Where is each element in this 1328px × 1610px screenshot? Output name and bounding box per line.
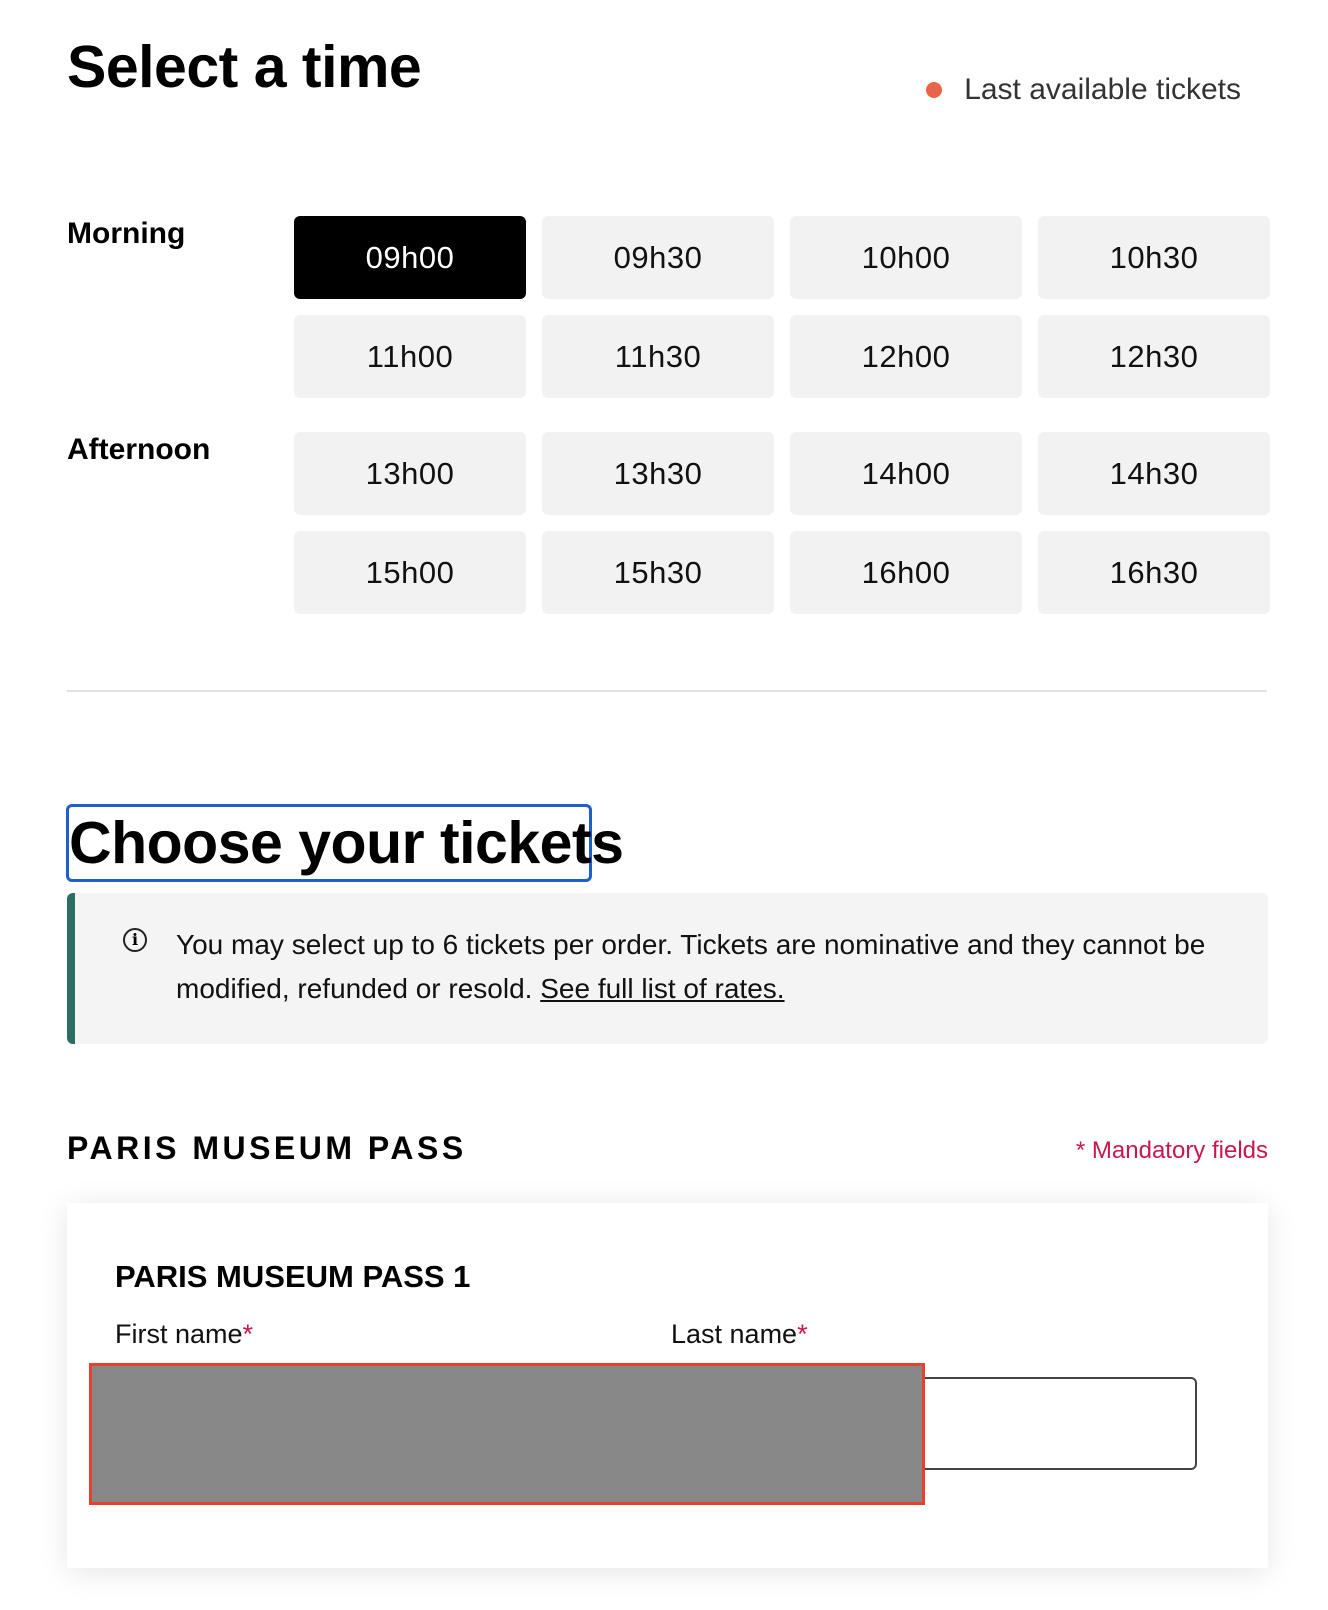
- time-slot[interactable]: 14h30: [1038, 432, 1270, 515]
- period-label-afternoon: Afternoon: [67, 433, 211, 466]
- page-title: Select a time: [67, 34, 422, 100]
- section-divider: [67, 690, 1267, 692]
- time-slot[interactable]: 10h00: [790, 216, 1022, 299]
- info-text: [176, 923, 1236, 1011]
- time-slot[interactable]: 10h30: [1038, 216, 1270, 299]
- info-notice: [67, 893, 1268, 1044]
- time-slot[interactable]: 14h00: [790, 432, 1022, 515]
- slot-grid-morning: [294, 216, 1267, 398]
- time-slot[interactable]: 09h00: [294, 216, 526, 299]
- time-slot[interactable]: 11h00: [294, 315, 526, 398]
- tickets-heading: Choose your tickets: [66, 804, 592, 882]
- ticket-card: [67, 1203, 1268, 1568]
- required-marker: *: [797, 1319, 808, 1349]
- last-name-label-text: Last name: [671, 1319, 798, 1349]
- time-slot[interactable]: 12h30: [1038, 315, 1270, 398]
- slot-grid-afternoon: [294, 432, 1267, 614]
- time-slot[interactable]: 16h00: [790, 531, 1022, 614]
- required-marker: *: [242, 1319, 254, 1349]
- time-slot[interactable]: 09h30: [542, 216, 774, 299]
- first-name-field[interactable]: [89, 1363, 925, 1505]
- ticket-card-title: PARIS MUSEUM PASS 1: [115, 1259, 471, 1294]
- rates-link[interactable]: See full list of rates.: [540, 973, 785, 1004]
- first-name-label-text: First name: [115, 1319, 243, 1349]
- time-slot[interactable]: 13h30: [542, 432, 774, 515]
- legend-label: Last available tickets: [964, 73, 1241, 106]
- mandatory-fields-note: * Mandatory fields: [1075, 1137, 1268, 1164]
- time-slot[interactable]: 12h00: [790, 315, 1022, 398]
- info-icon: i: [123, 928, 147, 952]
- time-slot[interactable]: 15h00: [294, 531, 526, 614]
- time-slot[interactable]: 15h30: [542, 531, 774, 614]
- availability-legend: [926, 72, 1241, 108]
- info-message: You may select up to 6 tickets per order. Tickets are nominative and they cannot be modified, refunded or resold.: [176, 929, 1206, 1004]
- first-name-label: [115, 1317, 253, 1351]
- time-slot[interactable]: 16h30: [1038, 531, 1270, 614]
- time-slot[interactable]: 13h00: [294, 432, 526, 515]
- period-label-morning: Morning: [67, 217, 186, 250]
- last-name-label: [671, 1317, 808, 1351]
- time-slot[interactable]: 11h30: [542, 315, 774, 398]
- pass-section-title: PARIS MUSEUM PASS: [67, 1130, 467, 1166]
- last-tickets-dot-icon: [926, 82, 942, 98]
